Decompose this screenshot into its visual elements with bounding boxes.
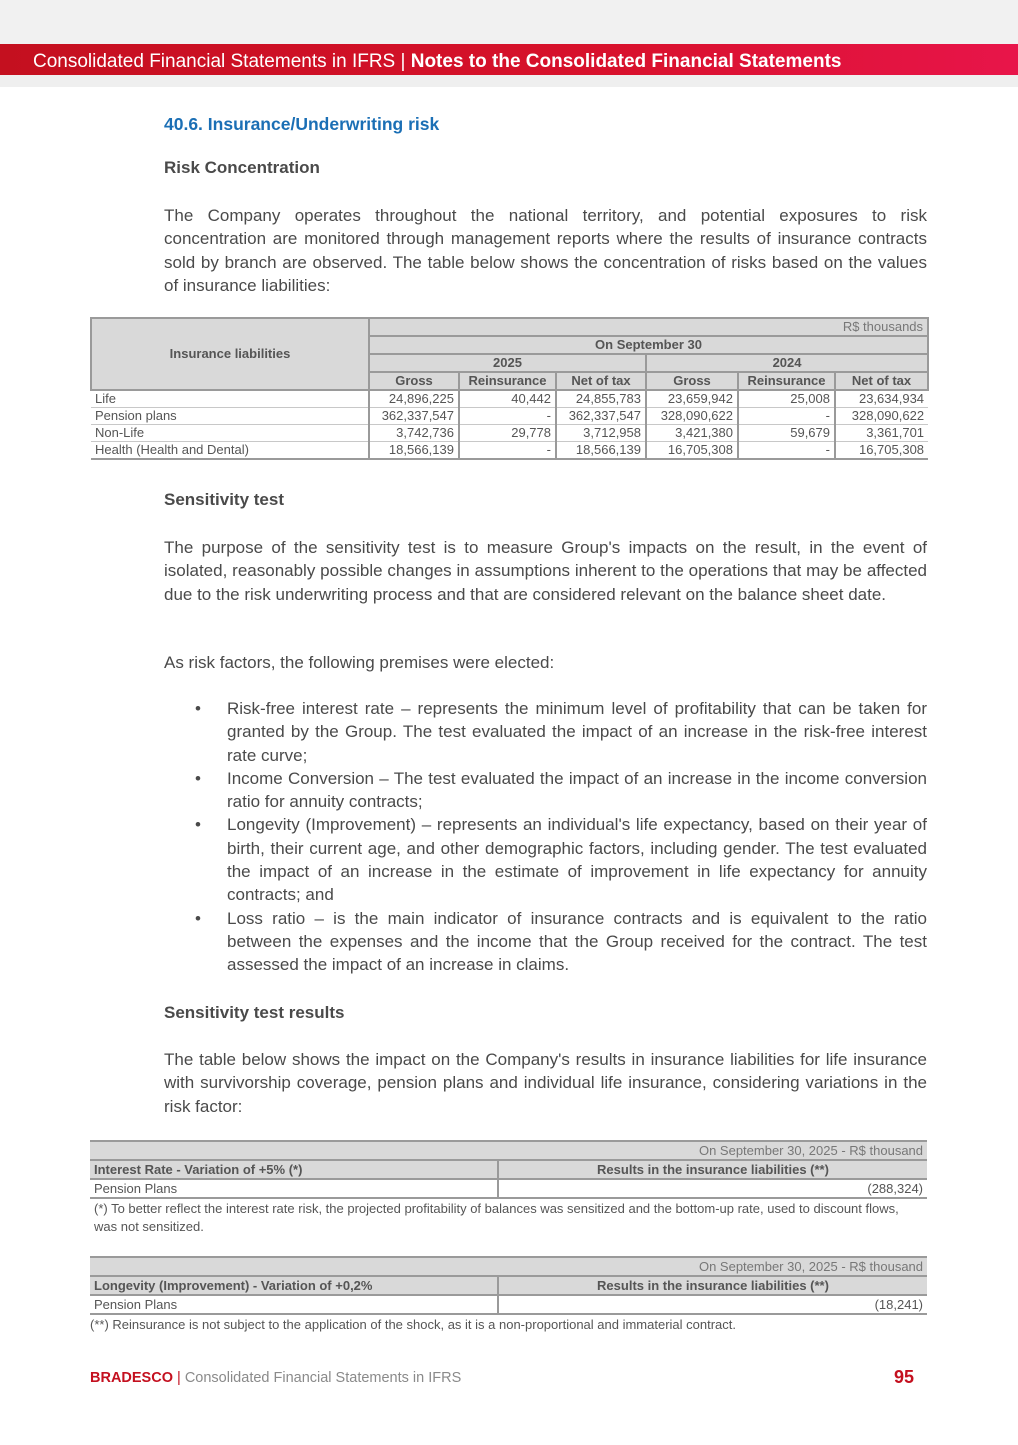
section-title: 40.6. Insurance/Underwriting risk — [164, 114, 440, 134]
insurance-liabilities-table — [90, 317, 929, 460]
column-header: Results in the insurance liabilities (**) — [498, 1276, 927, 1295]
table-row — [91, 425, 928, 442]
column-header: Longevity (Improvement) - Variation of +0,2% — [90, 1276, 498, 1295]
risk-factors-list — [164, 697, 927, 977]
cell-value: 40,442 — [459, 390, 556, 408]
cell-value: 25,008 — [738, 390, 835, 408]
cell-value: 16,705,308 — [646, 442, 738, 460]
row-label: Life — [91, 390, 369, 408]
bullet-glyph: • — [195, 699, 201, 718]
table-unit: R$ thousands — [369, 318, 928, 336]
list-item-text: Loss ratio – is the main indicator of insurance contracts and is equivalent to the ratio between the expenses and the income that the Group received for the contract. The test assessed the impact of an increase in claims. — [227, 908, 927, 975]
brand-name: BRADESCO — [90, 1370, 173, 1386]
cell-value: 24,896,225 — [369, 390, 459, 408]
cell-value: 3,421,380 — [646, 425, 738, 442]
cell-value: 3,712,958 — [556, 425, 646, 442]
cell-value: - — [738, 408, 835, 425]
results-heading: Sensitivity test results — [164, 1003, 345, 1022]
risk-concentration-heading: Risk Concentration — [164, 158, 320, 177]
sensitivity-paragraph: The purpose of the sensitivity test is to measure Group's impacts on the result, in the event of isolated, reasonably possible changes in assumptions inherent to the operations that may be affected due to the risk underwriting process and that are considered relevant on the balance sheet date. — [164, 538, 927, 604]
column-header: Gross — [646, 372, 738, 390]
table-row — [91, 408, 928, 425]
year-header: 2025 — [369, 354, 646, 372]
cell-value: 23,634,934 — [835, 390, 928, 408]
risk-concentration-paragraph: The Company operates throughout the national territory, and potential exposures to risk concentration are monitored through management reports where the results of insurance contracts sold by branch are observed. The table below shows the concentration of risks based on the values of insurance liabilities: — [164, 206, 927, 295]
page-number: 95 — [893, 1367, 914, 1387]
column-header: Net of tax — [835, 372, 928, 390]
row-label: Pension Plans — [90, 1295, 498, 1314]
cell-value: 18,566,139 — [556, 442, 646, 460]
cell-value: 59,679 — [738, 425, 835, 442]
cell-value: 18,566,139 — [369, 442, 459, 460]
table-row — [90, 1295, 927, 1314]
cell-value: 16,705,308 — [835, 442, 928, 460]
table-note: (*) To better reflect the interest rate risk, the projected profitability of balances was sensitized and the bottom-up rate, used to discount flows, was not sensitized. — [94, 1201, 899, 1234]
cell-value: 362,337,547 — [369, 408, 459, 425]
cell-value: 3,742,736 — [369, 425, 459, 442]
list-item — [164, 907, 927, 977]
row-label: Pension plans — [91, 408, 369, 425]
table-unit: On September 30, 2025 - R$ thousand — [90, 1141, 927, 1160]
risk-factors-intro: As risk factors, the following premises were elected: — [164, 653, 555, 672]
year-header: 2024 — [646, 354, 928, 372]
table-row-header: Insurance liabilities — [91, 318, 369, 390]
cell-value: 328,090,622 — [646, 408, 738, 425]
list-item — [164, 767, 927, 814]
row-label: Non-Life — [91, 425, 369, 442]
list-item — [164, 813, 927, 906]
header-title-bold: Notes to the Consolidated Financial Statements — [410, 51, 842, 72]
sensitivity-heading: Sensitivity test — [164, 490, 284, 509]
cell-value: (288,324) — [498, 1179, 927, 1198]
cell-value: 328,090,622 — [835, 408, 928, 425]
results-paragraph: The table below shows the impact on the Company's results in insurance liabilities for life insurance with survivorship coverage, pension plans and individual life insurance, considering variations in the risk factor: — [164, 1050, 927, 1116]
cell-value: 3,361,701 — [835, 425, 928, 442]
cell-value: - — [459, 442, 556, 460]
footer-separator: | — [177, 1370, 181, 1386]
row-label: Pension Plans — [90, 1179, 498, 1198]
cell-value: 29,778 — [459, 425, 556, 442]
cell-value: - — [459, 408, 556, 425]
cell-value: (18,241) — [498, 1295, 927, 1314]
column-header: Interest Rate - Variation of +5% (*) — [90, 1160, 498, 1179]
cell-value: - — [738, 442, 835, 460]
table-unit: On September 30, 2025 - R$ thousand — [90, 1257, 927, 1276]
cell-value: 24,855,783 — [556, 390, 646, 408]
table-row — [91, 390, 928, 408]
interest-rate-table — [90, 1140, 927, 1236]
header-bar — [0, 44, 1018, 75]
row-label: Health (Health and Dental) — [91, 442, 369, 460]
bullet-glyph: • — [195, 815, 201, 835]
column-header: Gross — [369, 372, 459, 390]
column-header: Reinsurance — [738, 372, 835, 390]
table-row — [90, 1179, 927, 1198]
longevity-table — [90, 1256, 927, 1315]
footer-text: Consolidated Financial Statements in IFRS — [184, 1370, 462, 1386]
page-footer — [90, 1370, 461, 1386]
reinsurance-footnote: (**) Reinsurance is not subject to the application of the shock, as it is a non-proportional and immaterial contract. — [90, 1317, 737, 1332]
column-header: Net of tax — [556, 372, 646, 390]
column-header: Reinsurance — [459, 372, 556, 390]
bullet-glyph: • — [195, 908, 201, 928]
cell-value: 362,337,547 — [556, 408, 646, 425]
header-strip — [0, 75, 1018, 87]
cell-value: 23,659,942 — [646, 390, 738, 408]
column-header: Results in the insurance liabilities (**) — [498, 1160, 927, 1179]
bullet-glyph: • — [195, 768, 201, 788]
list-item-text: Income Conversion – The test evaluated the impact of an increase in the income conversion ratio for annuity contracts; — [227, 768, 927, 812]
list-item-text: Risk-free interest rate – represents the minimum level of profitability that can be taken for granted by the Group. The test evaluated the impact of an increase in the risk-free interest rate curve; — [227, 699, 927, 765]
top-margin — [0, 0, 1018, 44]
header-title-light: Consolidated Financial Statements in IFRS | — [33, 51, 406, 72]
table-period: On September 30 — [369, 336, 928, 354]
list-item — [164, 697, 927, 767]
table-row — [91, 442, 928, 460]
list-item-text: Longevity (Improvement) – represents an individual's life expectancy, based on their year of birth, their current age, and other demographic factors, including gender. The test evaluated the impact of an increase in the estimate of improvement in life expectancy for annuity contracts; and — [227, 815, 927, 905]
